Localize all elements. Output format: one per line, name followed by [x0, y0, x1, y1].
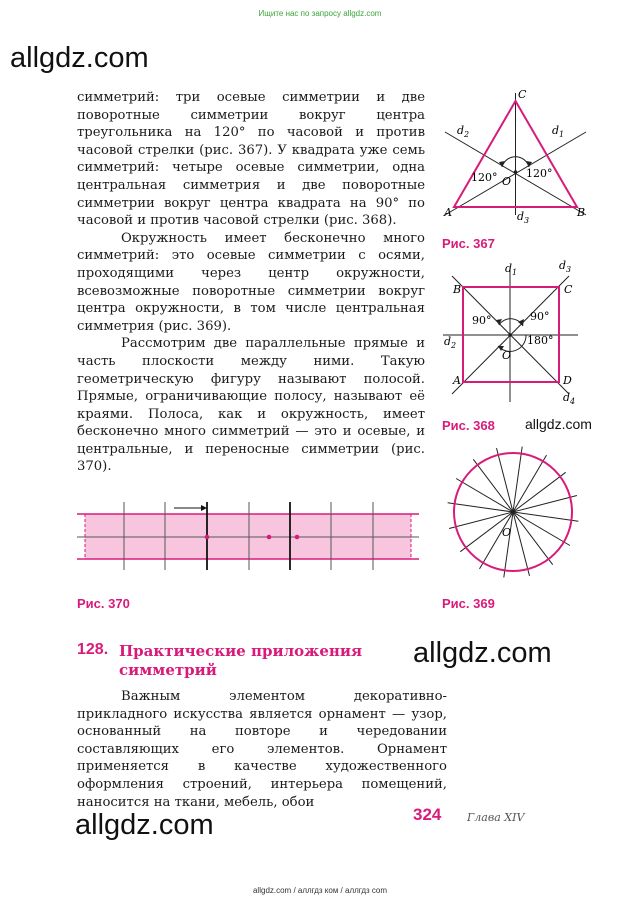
- caption-369: Рис. 369: [442, 596, 495, 611]
- figure-370-strip: [77, 500, 419, 575]
- caption-368: Рис. 368: [442, 418, 495, 433]
- top-link[interactable]: Ищите нас по запросу allgdz.com: [258, 9, 382, 18]
- label-d1: $d_1$: [552, 124, 565, 139]
- figure-367-triangle: [438, 85, 593, 230]
- angle-left: 90°: [472, 314, 492, 327]
- label-b: B: [453, 283, 462, 296]
- caption-367: Рис. 367: [442, 236, 495, 251]
- section-title: Практические приложения симметрий: [119, 642, 363, 679]
- paragraph-1: симметрий: три осевые симметрии и две поворотные симметрии вокруг центра треугольника на 120° по часовой и против часовой стрелки (рис. 367). У квадрата уже семь симметрий: четыре осевые симметрии, одна центральная симметрия и две поворотные симметрии вокруг центра квадрата на 90° по часовой и против часовой стрелки (рис. 368).: [77, 90, 425, 229]
- label-o: O: [502, 175, 512, 188]
- angle-left: 120°: [471, 171, 498, 184]
- label-a: A: [444, 206, 452, 219]
- label-a: A: [453, 374, 461, 387]
- text-block-1: [77, 89, 425, 476]
- section-number: 128.: [77, 641, 109, 658]
- label-c: C: [564, 283, 573, 296]
- page-number: 324: [413, 805, 442, 824]
- figure-368-square: [438, 258, 590, 408]
- label-d3: $d_3$: [517, 210, 530, 225]
- watermark-fig368: allgdz.com: [525, 416, 592, 432]
- caption-370: Рис. 370: [77, 596, 130, 611]
- footer-links[interactable]: allgdz.com / аллгдз ком / аллгдз com: [252, 886, 388, 895]
- paragraph-2: Окружность имеет бесконечно много симметрий: это осевые симметрии с осями, проходящими через центр окружности, всевозможные поворотные симметрии вокруг центра окружности, в том числе центральная симметрия (рис. 369).: [77, 230, 425, 334]
- watermark-bottom-left: allgdz.com: [75, 809, 214, 841]
- watermark-top-left: allgdz.com: [10, 42, 149, 74]
- label-c: C: [518, 88, 527, 101]
- label-d2: $d_2$: [444, 335, 457, 350]
- label-o: O: [502, 526, 512, 539]
- figure-369-circle: [440, 434, 592, 586]
- label-o: O: [502, 349, 512, 362]
- label-b: B: [577, 206, 586, 219]
- label-d: D: [563, 374, 572, 387]
- label-d2: $d_2$: [457, 124, 470, 139]
- label-d3: $d_3$: [559, 259, 572, 274]
- angle-right: 90°: [530, 310, 550, 323]
- angle-right: 120°: [526, 167, 553, 180]
- watermark-section: allgdz.com: [413, 637, 552, 669]
- label-d1: $d_1$: [505, 262, 518, 277]
- label-d4: $d_4$: [563, 391, 576, 406]
- paragraph-3: Рассмотрим две параллельные прямые и часть плоскости между ними. Такую геометрическую фигуру называют полосой. Прямые, ограничивающие полосу, называют её краями. Полоса, как и окружность, имеет бесконечно много симметрий — это и осевые, и центральные, и переносные симметрии (рис. 370).: [77, 336, 425, 475]
- text-block-2: [77, 688, 447, 811]
- chapter-label: Глава XIV: [467, 811, 525, 824]
- paragraph-4: Важным элементом декоративно-прикладного искусства является орнамент — узор, основанный на повторе и чередовании составляющих его элементов. Орнамент применяется в качестве художественного оформления строений, интерьера помещений, наносится на ткани, мебель, обои: [77, 689, 447, 810]
- angle-bottom: 180°: [527, 334, 554, 347]
